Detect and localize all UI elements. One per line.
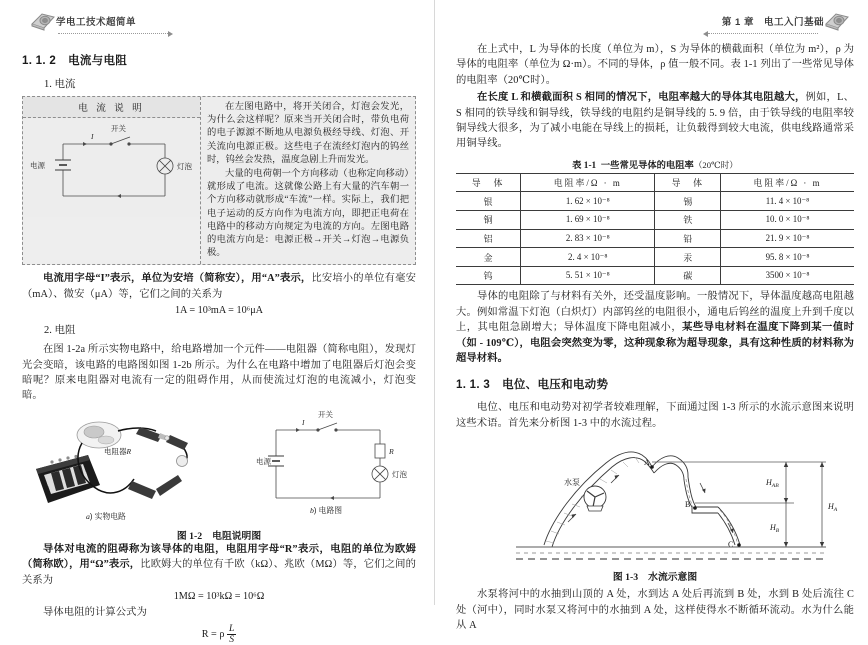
table-header-conductor-2: 导 体	[655, 173, 721, 192]
table-body	[456, 192, 854, 285]
paragraph-current-unit-bold: 电流用字母“I”表示，单位为安培（简称安），用“A”表示，	[43, 273, 312, 285]
paragraph-resistance-bold: 导体对电流的阻碍称为该导体的电阻，电阻用字母“R”表示，电阻的单位为欧姆（简称欧），用“Ω”表示，	[22, 543, 416, 571]
paragraph-temperature	[456, 289, 854, 366]
paragraph-potential-intro: 电位、电压和电动势对初学者较难理解，下面通过图 1-3 所示的水流示意图来说明这些术语。首先来分析图 1-3 中的水流过程。	[456, 402, 854, 429]
resistivity-table	[456, 173, 854, 286]
svg-text:电阻器R: 电阻器R	[104, 446, 132, 456]
cell-conductor: 汞	[655, 248, 721, 267]
subsection-current: 1. 电流	[44, 79, 76, 90]
svg-text:b) 电路图: b) 电路图	[310, 505, 343, 515]
infobox-paragraph-1: 在左图电路中，将开关闭合，灯泡会发光，为什么会这样呢？原来当开关闭合时，带负电荷的电子源源不断地从电源负极经导线、灯泡、开关流向电源正极。这些电子在流经灯泡内的钨丝时，钨丝会发热，温度急剧上升而发光。	[207, 102, 409, 165]
header-rule	[58, 32, 168, 34]
section-number: 1. 1. 3	[456, 379, 491, 392]
cell-conductor: 银	[456, 192, 521, 211]
svg-text:HAB: $H_{AB}$	[766, 478, 779, 490]
table-header-rho-2: 电阻率/Ω · m	[721, 173, 854, 192]
paragraph-compare-rest: 例如，L、S 相同的铁导线和铜导线，铁导线的电阻约是铜导线的 5. 9 倍，由于铁导线的电阻率较铜导线大很多，为了减小电能在导线上的损耗，让负载得到较大电流，供电线路通常采用铜导线。	[456, 92, 854, 150]
cell-resistivity: 11. 4 × 10⁻⁸	[721, 192, 854, 211]
table-1-1-note: （20℃时）	[693, 159, 738, 170]
formula-resistance-R	[22, 624, 416, 645]
formula-resistance-units: 1MΩ = 10³kΩ = 10⁶Ω	[173, 591, 265, 603]
cell-conductor: 钨	[456, 266, 521, 285]
cell-conductor: 铅	[655, 229, 721, 248]
paragraph-resistor: 在图 1-2a 所示实物电路中，给电路增加一个元件——电阻器（简称电阻），发现灯光会变暗，该电路的电路图如图 1-2b 所示。为什么在电路中增加了电阻器后灯泡会变暗呢？原来电阻器对电流有一定的阻碍作用，从而使流过灯泡的电流减小，灯泡变暗。	[22, 344, 416, 402]
svg-text:灯泡: 灯泡	[392, 469, 407, 479]
cell-conductor: 碳	[655, 266, 721, 285]
svg-text:开关: 开关	[111, 124, 126, 133]
cell-resistivity: 1. 62 × 10⁻⁸	[521, 192, 655, 211]
cell-resistivity: 21. 9 × 10⁻⁸	[721, 229, 854, 248]
infobox-heading: 电 流 说 明	[23, 97, 200, 118]
figure-1-3-number: 图 1-3	[612, 572, 639, 584]
formula-current-units: 1A = 10³mA = 10⁶μA	[174, 305, 264, 317]
table-row	[456, 266, 854, 285]
svg-text:I: I	[91, 132, 94, 141]
svg-text:R: R	[389, 446, 394, 456]
infobox-paragraph-2: 大量的电荷朝一个方向移动（也称定向移动）就形成了电流。这就像公路上有大量的汽车朝一个方向移动就形成“车流”一样。实际上，我们把电子运动的反方向作为电流方向，即把正电荷在电路中的移动方向规定为电流的方向。左图电路的电流方向是：电源正极→开关→灯泡→电源负极。	[207, 169, 409, 259]
figure-1-2	[22, 408, 416, 525]
running-head-right	[456, 0, 854, 42]
cell-resistivity: 2. 4 × 10⁻⁸	[521, 248, 655, 267]
svg-text:A: A	[644, 458, 650, 468]
figure-1-2-number: 图 1-2	[176, 530, 203, 542]
book-logo-icon	[824, 11, 850, 31]
book-logo-icon	[30, 11, 56, 31]
svg-text:B: B	[685, 500, 691, 510]
running-head-left	[22, 0, 416, 42]
svg-text:电源: 电源	[256, 456, 271, 466]
svg-text:HA: $H_A$	[828, 502, 838, 514]
table-row	[456, 229, 854, 248]
current-explanation-box	[22, 96, 416, 265]
infobox-left-panel	[23, 97, 201, 264]
figure-1-3-caption	[456, 569, 854, 583]
paragraph-current-unit	[22, 271, 416, 302]
svg-text:电源: 电源	[30, 161, 45, 170]
table-header-rho-1: 电阻率/Ω · m	[521, 173, 655, 192]
paragraph-resistance-def	[22, 542, 416, 588]
paragraph-water-flow: 水泵将河中的水抽到山顶的 A 处，水到达 A 处后再流到 B 处，水到 B 处后流往 C 处（河中），同时水泵又将河中的水抽到 A 处，这样使得水不断循环流动。水为什么能从 A	[456, 589, 854, 632]
section-title: 电流与电阻	[68, 55, 128, 67]
figure-1-3-water-flow	[456, 435, 856, 568]
paragraph-temperature-normal: 导体的电阻除了与材料有关外，还受温度影响。一般情况下，导体温度越高电阻越大。例如常温下灯泡（白炽灯）内部钨丝的电阻很小，通电后钨丝的温度上升到千度以上，其电阻急剧增大；导体温度下降电阻减小，	[456, 291, 854, 334]
figure-1-2-caption	[22, 528, 416, 542]
section-heading-112	[22, 52, 416, 68]
cell-conductor: 铝	[456, 229, 521, 248]
formula-R-lhs: R = ρ	[201, 628, 225, 640]
svg-text:HB: $H_B$	[770, 523, 780, 535]
svg-text:C: C	[728, 540, 734, 550]
paragraph-compare-bold: 在长度 L 和横截面积 S 相同的情况下，电阻率越大的导体其电阻越大，	[477, 92, 806, 104]
table-row	[456, 211, 854, 230]
table-header-conductor-1: 导 体	[456, 173, 521, 192]
paragraph-current-unit-rest: 比安培小的单位有毫安（mA）、微安（μA）等，它们之间的关系为	[22, 273, 416, 300]
figure-1-2b-circuit	[256, 408, 416, 525]
infobox-text-panel	[201, 97, 415, 264]
section-heading-113	[456, 376, 854, 392]
svg-text:开关: 开关	[318, 409, 333, 419]
table-header-row	[456, 173, 854, 192]
table-row	[456, 248, 854, 267]
cell-resistivity: 1. 69 × 10⁻⁸	[521, 211, 655, 230]
figure-1-2-title: 电阻说明图	[212, 530, 262, 542]
formula-R-fraction	[227, 624, 236, 645]
paragraph-formula-intro: 导体电阻的计算公式为	[43, 607, 147, 619]
figure-1-3-title: 水流示意图	[648, 572, 698, 584]
cell-resistivity: 3500 × 10⁻⁸	[721, 266, 854, 285]
formula-R-numerator: L	[228, 622, 235, 634]
section-number: 1. 1. 2	[22, 55, 57, 67]
paragraph-resistance-rest: 比欧姆大的单位有千欧（kΩ）、兆欧（MΩ）等，它们之间的关系为	[22, 559, 416, 586]
paragraph-compare	[456, 90, 854, 152]
table-1-1-caption	[456, 157, 854, 171]
book-title: 学电工技术超简单	[56, 17, 137, 28]
table-1-1-title: 一些常见导体的电阻率	[600, 160, 694, 171]
paragraph-temperature-bold: 某些导电材料在温度下降到某一值时（如 - 109℃），电阻会突然变为零，这种现象称为超导现象，具有这种性质的材料称为超导材料。	[456, 322, 854, 365]
cell-conductor: 铁	[655, 211, 721, 230]
header-arrow-icon	[168, 31, 173, 37]
cell-conductor: 铜	[456, 211, 521, 230]
cell-resistivity: 5. 51 × 10⁻⁸	[521, 266, 655, 285]
figure-1-2a-photo	[22, 413, 218, 525]
section-title: 电位、电压和电动势	[502, 379, 609, 392]
subsection-resistance: 2. 电阻	[44, 325, 76, 337]
svg-text:a) 实物电路: a) 实物电路	[86, 511, 126, 521]
cell-conductor: 锡	[655, 192, 721, 211]
cell-resistivity: 2. 83 × 10⁻⁸	[521, 229, 655, 248]
paragraph-symbols: 在上式中，L 为导体的长度（单位为 m），S 为导体的横截面积（单位为 m²），ρ 为导体的电阻率（单位为 Ω·m）。不同的导体，ρ 值一般不同。表 1-1 列出了一些常见导体的电阻率（20℃时）。	[456, 44, 854, 86]
chapter-title: 第 1 章 电工入门基础	[721, 17, 824, 28]
right-column	[434, 0, 868, 632]
cell-resistivity: 10. 0 × 10⁻⁸	[721, 211, 854, 230]
svg-text:水泵: 水泵	[564, 478, 580, 488]
table-1-1-number: 表 1-1	[572, 160, 597, 171]
svg-text:灯泡: 灯泡	[177, 162, 192, 171]
table-row	[456, 192, 854, 211]
formula-R-denominator: S	[229, 633, 235, 645]
cell-conductor: 金	[456, 248, 521, 267]
svg-text:I: I	[302, 417, 305, 427]
header-rule	[708, 32, 818, 34]
infobox-circuit-diagram	[23, 118, 200, 217]
cell-resistivity: 95. 8 × 10⁻⁸	[721, 248, 854, 267]
